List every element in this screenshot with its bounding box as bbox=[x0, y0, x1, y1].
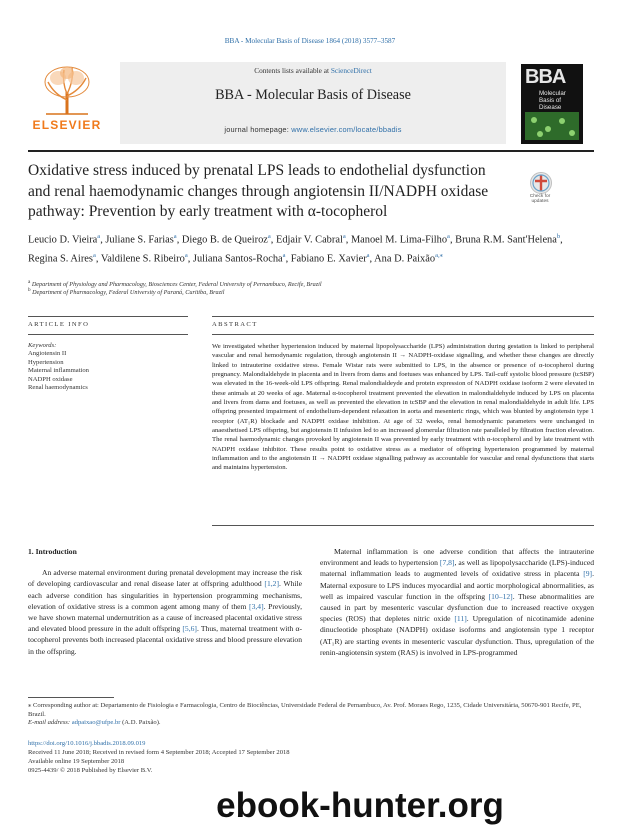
abstract-rule-2 bbox=[212, 334, 594, 335]
copyright: 0925-4439/ © 2018 Published by Elsevier B.V. bbox=[28, 766, 153, 774]
author-affiliation-marker[interactable]: a bbox=[366, 252, 370, 260]
author-name[interactable]: Edjair V. Cabral bbox=[275, 234, 343, 246]
cover-image bbox=[525, 112, 579, 140]
journal-homepage bbox=[120, 125, 506, 134]
abstract-text: We investigated whether hypertension induced by maternal lipopolysaccharide (LPS) administration during gestation is linked to peripheral vascular and renal hemodynamic regulation, through angiotensin II → NADPH-oxidase signalling, and whether these changes are directly linked to intrauterine oxidative stress. Female Wistar rats were submitted to LPS, in the absence or presence of α-tocopherol during pregnancy. Malondialdehyde in placenta and in livers from dams and foetuses was enhanced by LPS. Tail-cuff systolic blood pressure (tcSBP) was elevated in the 16-week-old LPS offspring. Renal malondialdeyde and protein expression of NADPH oxidase isoform 2 were elevated in these animals at 20 weeks of age. Maternal α-tocopherol treatment prevented the elevation in malondialdehyde induced by LPS on placenta and livers from dams and foetuses, as well as prevented the elevation in tcSBP and the elevation in renal malondialdehyde in adult life. LPS offspring presented impairment of endothelium-dependent relaxation in aorta and mesenteric rings, which was blunted by angiotensin type 1 receptor (AT₁R) blockade and NADPH oxidase inhibition. At age of 32 weeks, renal hemodynamic parameters were unchanged in anaesthetised LPS offspring, but angiotensin II infusion led to an increased glomerular filtration rate paralleled by filtration fraction elevation. The renal haemodynamic changes provoked by angiotensin II was prevented by early treatment with α-tocopherol and by late treatment with NADPH oxidase inhibitor. These results point to oxidative stress as a mediator of offspring hypertension programmed by maternal inflammation and to the angiotensin II → NADPH oxidase signalling pathway as accountable for vascular and renal dysfunctions that starts and maintains hypertension. bbox=[212, 343, 594, 472]
author-affiliation-marker[interactable]: b bbox=[556, 233, 561, 240]
journal-reference-link[interactable]: BBA - Molecular Basis of Disease 1864 (2018) 3577–3587 bbox=[224, 37, 396, 45]
keywords-list bbox=[28, 350, 178, 393]
citation-link[interactable]: [10–12] bbox=[488, 591, 513, 601]
abstract-heading: ABSTRACT bbox=[212, 321, 258, 328]
journal-cover-thumbnail[interactable] bbox=[521, 64, 583, 144]
email-link[interactable]: adpaixao@ufpe.br bbox=[71, 719, 121, 727]
citation-link[interactable]: [9] bbox=[583, 569, 593, 579]
author-name[interactable]: Regina S. Aires bbox=[28, 253, 93, 265]
homepage-label: journal homepage: bbox=[224, 125, 292, 134]
corresponding-author-text: ⁎ Corresponding author at: Departamento de Fisiologia e Farmacologia, Centro de Biociências, Universidade Federal de Pernambuco, Av. Prof. Moraes Rego, 1235, Cidade Universitária, 50670-901 Recife, PE, Brazil. bbox=[28, 702, 582, 718]
article-info-rule bbox=[28, 316, 188, 317]
author-affiliation-marker[interactable]: a,⁎ bbox=[435, 252, 443, 260]
keyword: Angiotensin II bbox=[28, 350, 67, 357]
citation-link[interactable]: [11] bbox=[454, 614, 467, 624]
corresponding-author-footnote bbox=[28, 702, 594, 728]
article-info-heading: ARTICLE INFO bbox=[28, 321, 90, 328]
author-affiliation-marker[interactable]: a bbox=[97, 233, 101, 240]
keyword: Hypertension bbox=[28, 358, 64, 366]
author-name[interactable]: Valdilene S. Ribeiro bbox=[100, 253, 185, 265]
email-line: E-mail address: adpaixao@ufpe.br (A.D. Paixão). bbox=[28, 719, 161, 727]
citation-link[interactable]: [7,8] bbox=[439, 558, 455, 568]
intro-paragraph-2: Maternal inflammation is one adverse condition that affects the intrauterine environment and leads to hypertension [7,8], as well as lipopolysaccharide (LPS)-induced maternal inflammation leads to augmented levels of oxidative stress in placenta [9]. Maternal exposure to LPS induces myocardial and aortic morphological abnormalities, as well as impaired vascular function in the offspring [10–12]. These abnormalities are caused in part by mesenteric vascular dysfunction due to increased reactive oxygen species (ROS) that depletes nitric oxide [11]. Upregulation of nicotinamide adenine dinucleotide phosphate (NADPH) oxidase isoforms and angiotensin type 1 receptor (AT₁R) are starting events in mesenteric vascular dysfunction. Thus, upregulation of the renin-angiotensin system (RAS) is involved in LPS-programmed bbox=[320, 547, 594, 657]
keyword: Renal haemodynamics bbox=[28, 384, 88, 392]
cover-title: BBA bbox=[525, 66, 566, 88]
check-for-updates-badge[interactable] bbox=[521, 172, 559, 206]
citation-link[interactable]: [3,4] bbox=[249, 601, 264, 611]
author-affiliation-marker[interactable]: a bbox=[282, 252, 286, 260]
masthead-divider bbox=[28, 150, 594, 152]
author-name[interactable]: Juliane S. Farias bbox=[105, 234, 174, 246]
affiliation-a: $^a$ Department of Physiology and Pharmacology, Biosciences Center, Federal University of Pernambuco, Recife, Brazil bbox=[28, 279, 322, 289]
author-name[interactable]: Leucio D. Vieira bbox=[28, 234, 98, 246]
author-name[interactable]: Juliana Santos-Rocha bbox=[192, 253, 283, 265]
footnote-rule bbox=[28, 697, 114, 698]
journal-title: BBA - Molecular Basis of Disease bbox=[215, 87, 411, 103]
sciencedirect-link[interactable]: ScienceDirect bbox=[330, 66, 372, 75]
contents-line bbox=[120, 66, 506, 75]
elsevier-tree-icon bbox=[40, 64, 94, 116]
doi-link[interactable]: https://doi.org/10.1016/j.bbadis.2018.09.019 bbox=[28, 740, 146, 747]
crossmark-label: Check for updates bbox=[529, 194, 551, 205]
online-date: Available online 19 September 2018 bbox=[28, 757, 125, 765]
article-info-rule-2 bbox=[28, 334, 188, 335]
section-heading-introduction: 1. Introduction bbox=[28, 547, 77, 556]
citation-link[interactable]: [5,6] bbox=[182, 624, 197, 634]
crossmark-icon bbox=[530, 172, 552, 194]
author-affiliation-marker[interactable]: a bbox=[267, 233, 271, 240]
author-name[interactable]: Diego B. de Queiroz bbox=[181, 234, 268, 246]
keyword: NADPH oxidase bbox=[28, 375, 73, 383]
intro-paragraph-1: An adverse maternal environment during prenatal development may increase the risk of developing cardiovascular and renal disease later at offspring adulthood [1,2]. While each adverse condition has singularities in hypertension programming mechanisms, elevation of oxidative stress is a common agent among many of them [3,4]. Previously, we have shown maternal undernutrition as a cause of increased placental oxidative stress and elevated blood pressure in the adult offspring [5,6]. Thus, maternal treatment with α-tocopherol prevents both increased placental oxidative stress and blood pressure elevation in the offspring. bbox=[28, 568, 303, 656]
publication-info bbox=[28, 740, 594, 776]
homepage-link[interactable]: www.elsevier.com/locate/bbadis bbox=[291, 125, 402, 134]
contents-prefix: Contents lists available at bbox=[254, 66, 331, 75]
author-affiliation-marker[interactable]: a bbox=[184, 252, 188, 260]
author-affiliation-marker[interactable]: a bbox=[92, 252, 96, 260]
cover-subtitle: Molecular Basis of Disease bbox=[539, 90, 566, 112]
citation-link[interactable]: [1,2] bbox=[264, 579, 279, 589]
author-affiliation-marker[interactable]: a bbox=[173, 233, 177, 240]
received-dates: Received 11 June 2018; Received in revised form 4 September 2018; Accepted 17 September 2018 bbox=[28, 748, 290, 756]
author-name[interactable]: Bruna R.M. Sant'Helena bbox=[455, 234, 557, 246]
author-name[interactable]: Ana D. Paixão bbox=[374, 253, 436, 265]
watermark: ebook-hunter.org bbox=[216, 786, 504, 825]
author-affiliation-marker[interactable]: a bbox=[447, 233, 450, 240]
author-name[interactable]: Manoel M. Lima-Filho bbox=[350, 234, 448, 246]
keywords-label: Keywords: bbox=[28, 342, 57, 349]
elsevier-wordmark: ELSEVIER bbox=[32, 118, 102, 132]
author-name[interactable]: Fabiano E. Xavier bbox=[290, 253, 367, 265]
abstract-rule bbox=[212, 316, 594, 317]
affiliation-b: $^b$ Department of Pharmacology, Federal University of Paraná, Curitiba, Brazil bbox=[28, 287, 225, 297]
body-left-column bbox=[28, 546, 302, 657]
article-title: Oxidative stress induced by prenatal LPS leads to endothelial dysfunction and renal haemodynamic changes through angiotensin II/NADPH oxidase pathway: Prevention by early treatment with α-tocopherol bbox=[28, 162, 489, 220]
author-list: Leucio D. Vieira$^a$, Juliane S. Farias$^a$, Diego B. de Queiroz$^a$, Edjair V. Cabral$^a$, Manoel M. Lima-Filho$^a$, Bruna R.M. Sant'Helena$^b$, Regina S. Aires$^a$, Valdilene S. Ribeiro$^a$, Juliana Santos-Rocha$^a$, Fabiano E. Xavier$^a$, Ana D. Paixão$^{a,⁎}$ bbox=[28, 233, 563, 265]
abstract-bottom-rule bbox=[212, 525, 594, 526]
author-affiliation-marker[interactable]: a bbox=[342, 233, 346, 240]
body-right-column bbox=[320, 546, 594, 658]
keyword: Maternal inflammation bbox=[28, 367, 89, 375]
